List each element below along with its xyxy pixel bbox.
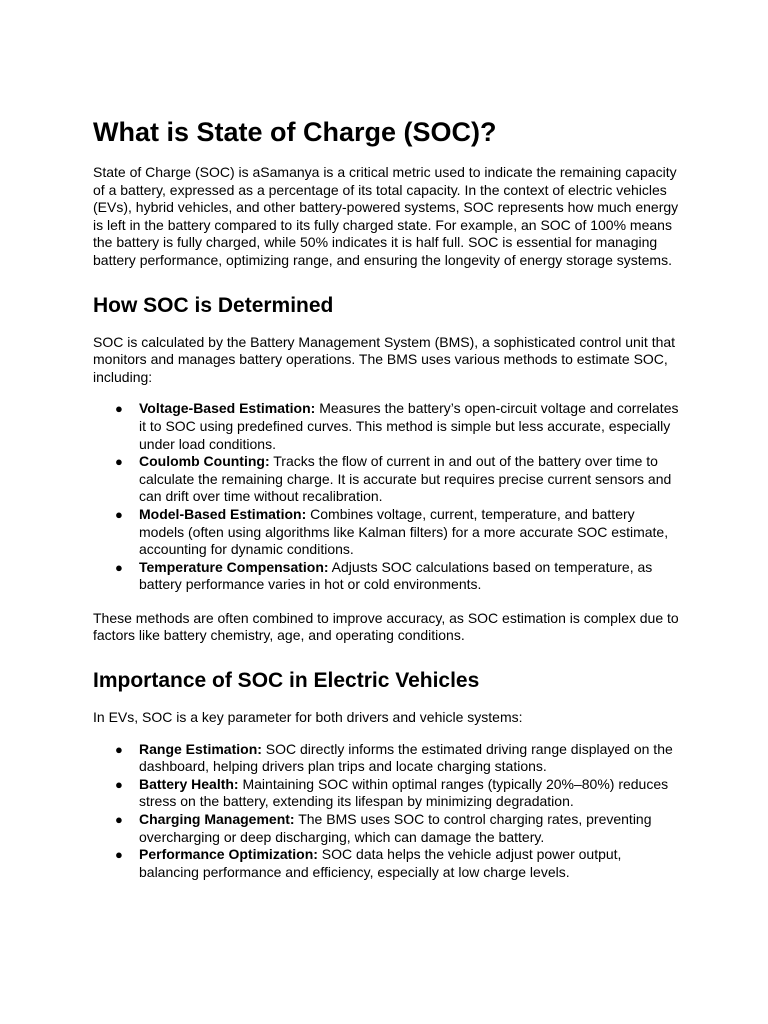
- list-item-term: Battery Health:: [139, 775, 239, 792]
- section-heading-importance: Importance of SOC in Electric Vehicles: [93, 669, 480, 693]
- list-item: [93, 506, 683, 559]
- bullet-icon: ●: [115, 559, 123, 575]
- list-item: [93, 811, 683, 846]
- section-paragraph: SOC is calculated by the Battery Management System (BMS), a sophisticated control unit that monitors and manages battery operations. The BMS uses various methods to estimate SOC, including:: [93, 333, 676, 385]
- list-item-text: SOC directly informs the estimated driving range displayed on the dashboard, helping drivers plan trips and locate charging stations.: [139, 740, 673, 775]
- list-item-text: Measures the battery’s open-circuit voltage and correlates it to SOC using predefined curves. This method is simple but less accurate, especially under load conditions.: [139, 400, 679, 452]
- list-item-text: Maintaining SOC within optimal ranges (typically 20%–80%) reduces stress on the battery, extending its lifespan by minimizing degradation.: [139, 775, 669, 810]
- list-item-term: Voltage-Based Estimation:: [139, 400, 316, 417]
- bullet-icon: ●: [115, 454, 123, 470]
- list-item-term: Coulomb Counting:: [139, 453, 270, 470]
- document-page: [93, 112, 683, 897]
- section-heading-how-soc-determined: How SOC is Determined: [93, 293, 334, 317]
- list-item-term: Performance Optimization:: [139, 846, 318, 863]
- bullet-icon: ●: [115, 812, 123, 828]
- bullet-icon: ●: [115, 506, 123, 522]
- bullet-icon: ●: [115, 847, 123, 863]
- list-item-term: Temperature Compensation:: [139, 558, 329, 575]
- list-item-text: Adjusts SOC calculations based on temperature, as battery performance varies in hot or cold environments.: [139, 558, 653, 593]
- list-item-text: SOC data helps the vehicle adjust power output, balancing performance and efficiency, especially at low charge levels.: [139, 846, 622, 880]
- section-paragraph: These methods are often combined to improve accuracy, as SOC estimation is complex due to factors like battery chemistry, age, and operating conditions.: [93, 609, 679, 644]
- bullet-icon: ●: [115, 741, 123, 757]
- bullet-list-methods: [93, 400, 683, 594]
- list-item: [93, 559, 683, 594]
- list-item-term: Charging Management:: [139, 811, 295, 828]
- list-item-term: Model-Based Estimation:: [139, 505, 307, 522]
- section-paragraph: In EVs, SOC is a key parameter for both drivers and vehicle systems:: [93, 709, 523, 726]
- bullet-icon: ●: [115, 401, 123, 417]
- list-item-text: Tracks the flow of current in and out of the battery over time to calculate the remaining charge. It is accurate but requires precise current sensors and can drift over time without recalibration.: [139, 453, 672, 505]
- list-item: [93, 400, 683, 453]
- bullet-icon: ●: [115, 776, 123, 792]
- list-item: [93, 453, 683, 506]
- list-item: [93, 776, 683, 811]
- list-item-text: The BMS uses SOC to control charging rates, preventing overcharging or deep discharging, which can damage the battery.: [139, 811, 652, 845]
- list-item: [93, 741, 683, 776]
- list-item-term: Range Estimation:: [139, 740, 262, 757]
- intro-paragraph: State of Charge (SOC) is aSamanya is a critical metric used to indicate the remaining capacity of a battery, expressed as a percentage of its total capacity. In the context of electric vehicles (EVs), hybrid vehicles, and other battery-powered systems, SOC represents how much energy is left in the battery compared to its fully charged state. For example, an SOC of 100% means the battery is fully charged, while 50% indicates it is half full. SOC is essential for managing battery performance, optimizing range, and ensuring the longevity of energy storage systems.: [93, 164, 679, 268]
- list-item-text: Combines voltage, current, temperature, and battery models (often using algorithms like Kalman filters) for a more accurate SOC estimate, accounting for dynamic conditions.: [139, 505, 669, 558]
- list-item: [93, 846, 683, 881]
- page-title: What is State of Charge (SOC)?: [93, 117, 497, 147]
- bullet-list-importance: [93, 741, 683, 882]
